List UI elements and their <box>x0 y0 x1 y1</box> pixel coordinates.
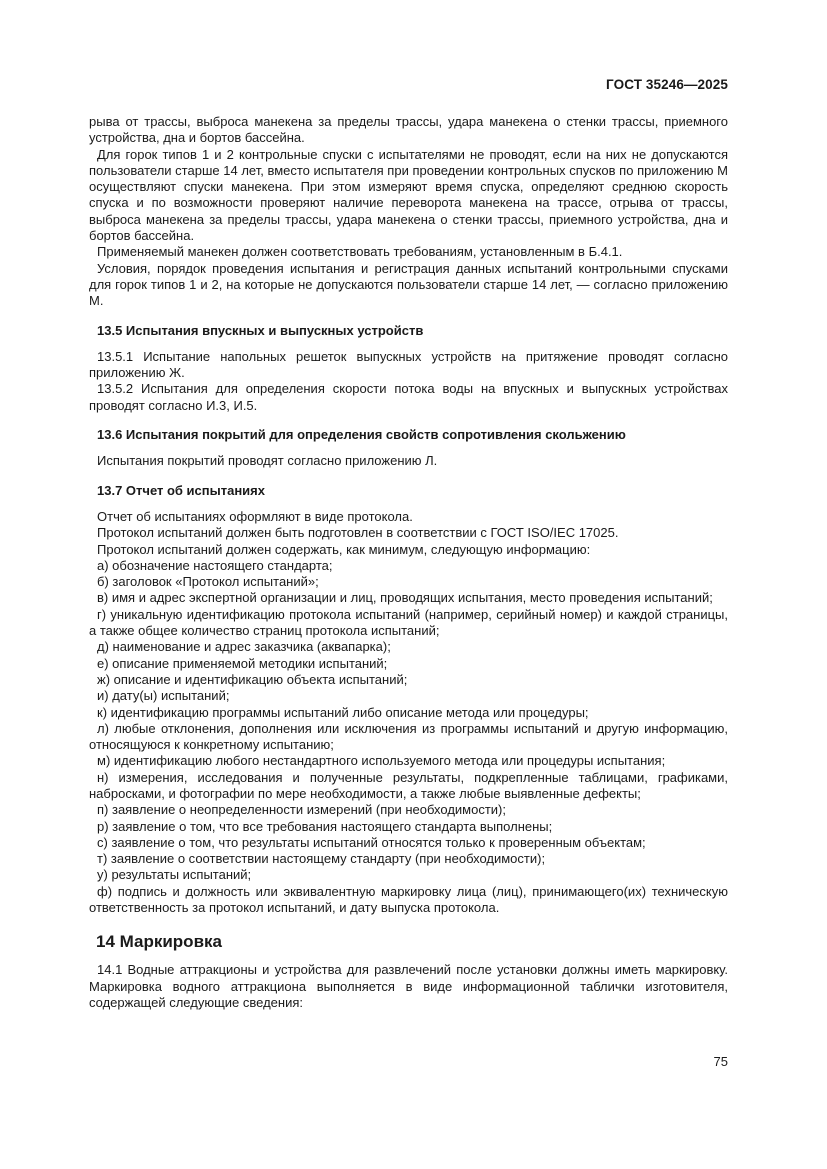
paragraph: Протокол испытаний должен содержать, как минимум, следующую информацию: <box>97 541 591 557</box>
section-heading-14: 14 Маркировка <box>96 932 222 952</box>
paragraph: Условия, порядок проведения испытания и регистрация данных испытаний контрольными спусками для горок типов 1 и 2, на которые не допускаются пользователи старше 14 лет, — согласно приложению М. <box>89 260 728 309</box>
section-heading-13-7: 13.7 Отчет об испытаниях <box>97 482 265 498</box>
list-item: ф) подпись и должность или эквивалентную маркировку лица (лиц), принимающего(их) техническую ответственность за протокол испытаний, и дату выпуска протокола. <box>89 883 728 916</box>
section-heading-13-5: 13.5 Испытания впускных и выпускных устройств <box>97 322 424 338</box>
document-body <box>89 114 728 1011</box>
list-item: и) дату(ы) испытаний; <box>97 688 230 704</box>
page-number: 75 <box>713 1054 728 1069</box>
list-item: н) измерения, исследования и полученные результаты, подкрепленные таблицами, графиками, набросками, и фотографии по мере необходимости, а также любые выявленные дефекты; <box>89 769 728 801</box>
paragraph: Для горок типов 1 и 2 контрольные спуски с испытателями не проводят, если на них не допускаются пользователи старше 14 лет, вместо испытателя при проведении контрольных спусков по приложению М осуществляют спуски манекена. При этом измеряют время спуска, определяют среднюю скорость спуска и по возможности проверяют наличие переворота манекена на трассе, отрыва от трассы, выброса манекена за пределы трассы, удара манекена о стенки трассы, приемного устройства, дна и бортов бассейна. <box>89 146 728 244</box>
list-item: р) заявление о том, что все требования настоящего стандарта выполнены; <box>97 818 553 834</box>
document-header: ГОСТ 35246—2025 <box>606 77 728 92</box>
list-item: е) описание применяемой методики испытаний; <box>97 655 388 671</box>
list-item: к) идентификацию программы испытаний либо описание метода или процедуры; <box>97 704 589 720</box>
paragraph: 13.5.2 Испытания для определения скорости потока воды на впускных и выпускных устройствах проводят согласно И.3, И.5. <box>89 381 728 413</box>
list-item: у) результаты испытаний; <box>97 867 252 883</box>
list-item: в) имя и адрес экспертной организации и лиц, проводящих испытания, место проведения испытаний; <box>97 590 713 606</box>
list-item: б) заголовок «Протокол испытаний»; <box>97 574 319 590</box>
paragraph: Отчет об испытаниях оформляют в виде протокола. <box>97 508 413 524</box>
list-item: т) заявление о соответствии настоящему стандарту (при необходимости); <box>97 851 546 867</box>
list-item: г) уникальную идентификацию протокола испытаний (например, серийный номер) и каждой страницы, а также общее количество страниц протокола испытаний; <box>89 606 728 639</box>
list-item: а) обозначение настоящего стандарта; <box>97 557 333 573</box>
list-item: л) любые отклонения, дополнения или исключения из программы испытаний и другую информацию, относящуюся к конкретному испытанию; <box>89 720 728 753</box>
list-item: д) наименование и адрес заказчика (аквапарка); <box>97 639 391 655</box>
paragraph: рыва от трассы, выброса манекена за пределы трассы, удара манекена о стенки трассы, приемного устройства, дна и бортов бассейна. <box>89 114 728 146</box>
paragraph: Применяемый манекен должен соответствовать требованиям, установленным в Б.4.1. <box>97 244 623 260</box>
list-item: с) заявление о том, что результаты испытаний относятся только к проверенным объектам; <box>97 834 646 850</box>
paragraph: Протокол испытаний должен быть подготовлен в соответствии с ГОСТ ISO/IEC 17025. <box>97 525 619 541</box>
list-item: ж) описание и идентификацию объекта испытаний; <box>97 671 408 687</box>
list-item: п) заявление о неопределенности измерений (при необходимости); <box>97 802 506 818</box>
section-heading-13-6: 13.6 Испытания покрытий для определения свойств сопротивления скольжению <box>97 427 626 443</box>
list-item: м) идентификацию любого нестандартного используемого метода или процедуры испытания; <box>97 753 666 769</box>
paragraph: 13.5.1 Испытание напольных решеток выпускных устройств на притяжение проводят согласно приложению Ж. <box>89 348 728 381</box>
paragraph: 14.1 Водные аттракционы и устройства для развлечений после установки должны иметь маркировку. Маркировка водного аттракциона выполняется в виде информационной таблички изготовителя, содержащей следующие сведения: <box>89 962 728 1010</box>
paragraph: Испытания покрытий проводят согласно приложению Л. <box>97 453 438 469</box>
